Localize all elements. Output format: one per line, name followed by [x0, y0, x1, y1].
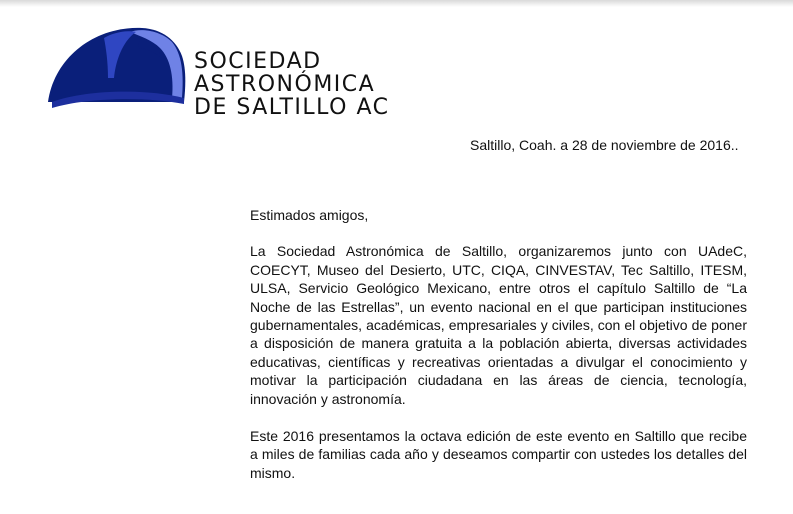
letter-date: Saltillo, Coah. a 28 de noviembre de 2016.. [470, 137, 739, 153]
letter-paragraph-1: La Sociedad Astronómica de Saltillo, organizaremos junto con UAdeC, COECYT, Museo del Desierto, UTC, CIQA, CINVESTAV, Tec Saltillo, ITESM, ULSA, Servicio Geológico Mexicano, entre otros el capítulo Saltillo de “La Noche de las Estrellas”, un evento nacional en el que participan instituciones gubernamentales, académicas, empresariales y civiles, con el objetivo de poner a disposición de manera gratuita a la población abierta, diversas actividades educativas, científicas y recreativas orientadas a divulgar el conocimiento y motivar la participación ciudadana en las áreas de ciencia, tecnología, innovación y astronomía. [250, 243, 747, 407]
letter-body [250, 206, 747, 482]
logo-line-1: SOCIEDAD [194, 49, 322, 74]
letter-paragraph-2: Este 2016 presentamos la octava edición de este evento en Saltillo que recibe a miles de familias cada año y deseamos compartir con ustedes los detalles del mismo. [250, 428, 747, 481]
logo-line-2: ASTRONÓMICA [194, 72, 376, 97]
letter-greeting: Estimados amigos, [250, 207, 369, 223]
society-logo [44, 18, 414, 118]
viewer-top-shadow [0, 0, 793, 7]
observatory-dome-icon [44, 18, 194, 114]
logo-line-3: DE SALTILLO AC [194, 95, 390, 120]
logo-wordmark [194, 50, 389, 119]
